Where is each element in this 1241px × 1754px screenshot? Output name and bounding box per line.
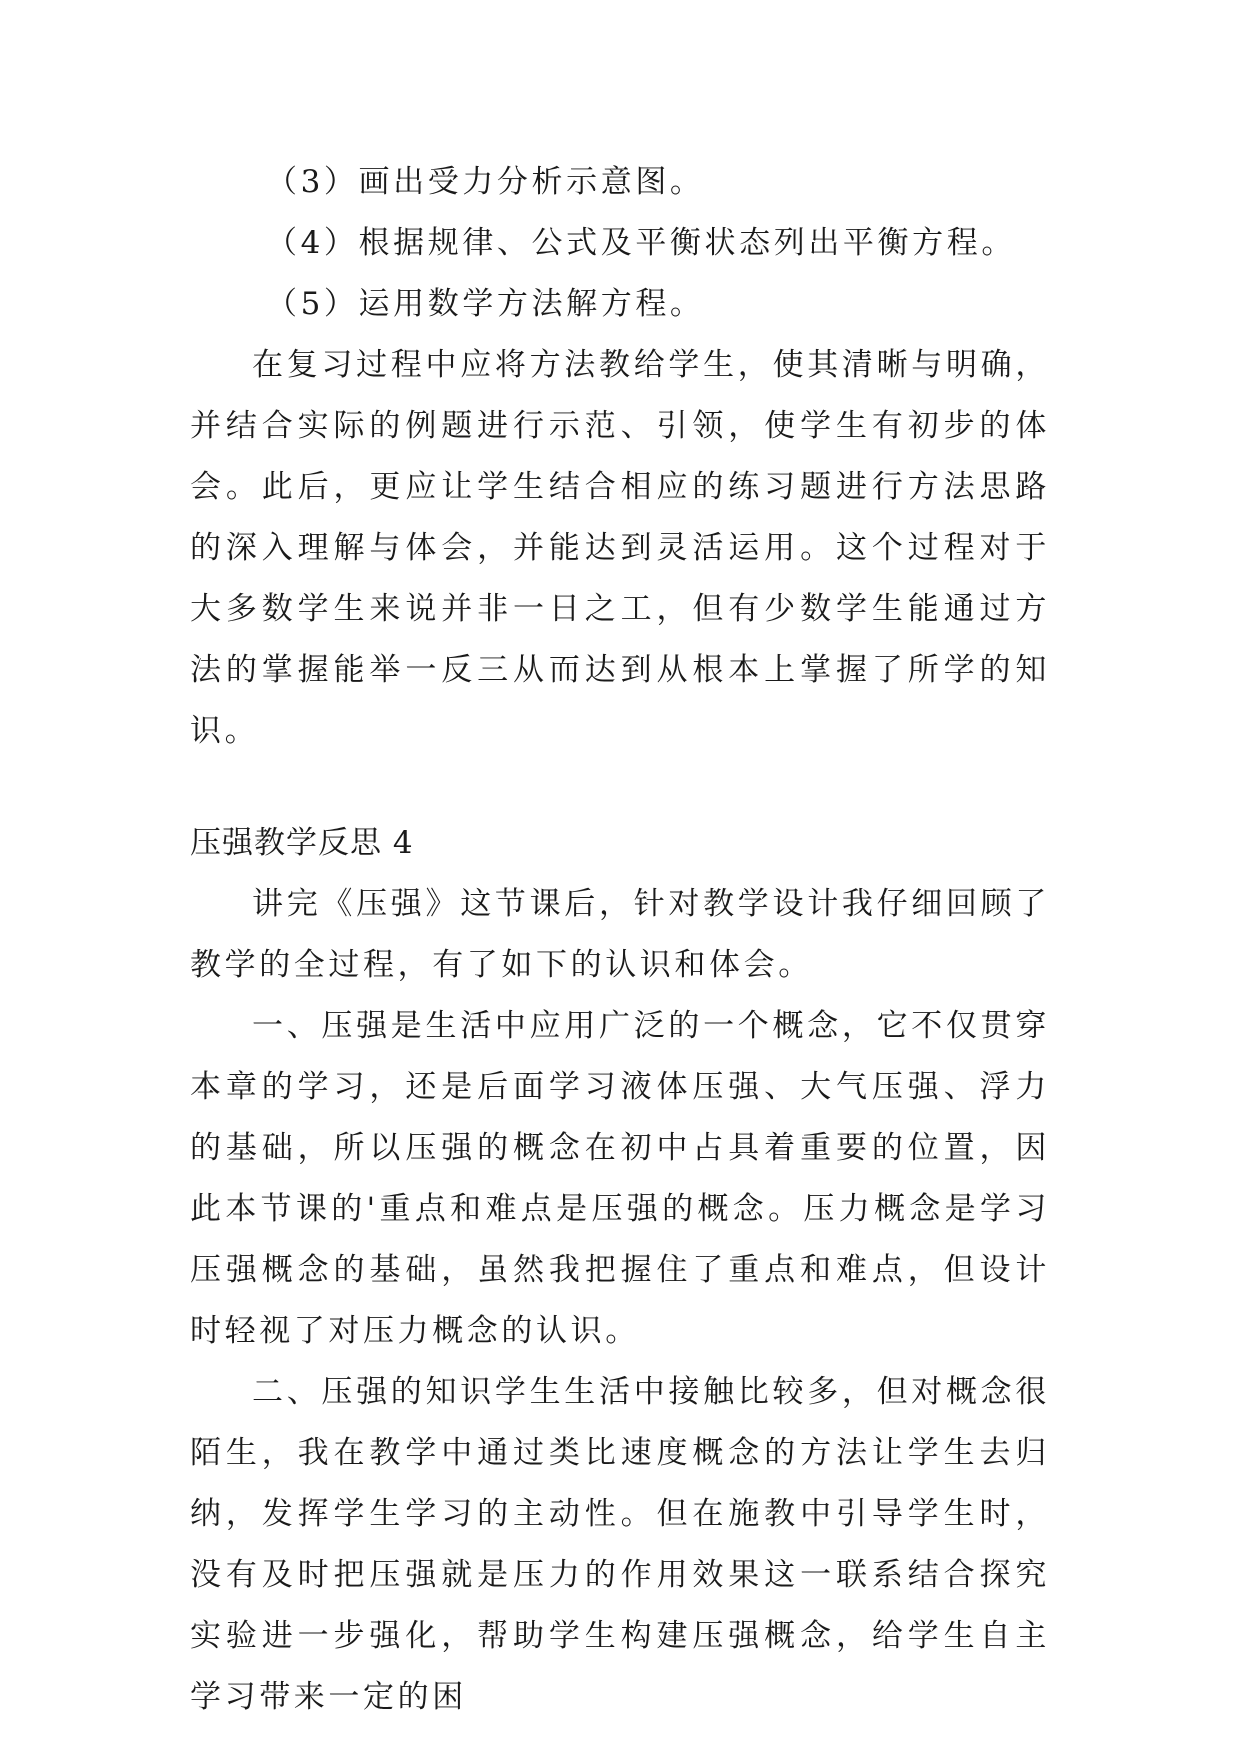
paragraph-intro: 讲完《压强》这节课后，针对教学设计我仔细回顾了教学的全过程，有了如下的认识和体会。	[190, 886, 1050, 983]
list-item-3: （3）画出受力分析示意图。	[266, 164, 705, 200]
paragraph-point-one: 一、压强是生活中应用广泛的一个概念，它不仅贯穿本章的学习，还是后面学习液体压强、大气压强、浮力的基础，所以压强的概念在初中占具着重要的位置，因此本节课的'重点和难点是压强的概念。压力概念是学习压强概念的基础，虽然我把握住了重点和难点，但设计时轻视了对压力概念的认识。	[190, 1008, 1050, 1349]
document-body	[190, 152, 1050, 1728]
paragraph-review-method: 在复习过程中应将方法教给学生，使其清晰与明确，并结合实际的例题进行示范、引领，使学生有初步的体会。此后，更应让学生结合相应的练习题进行方法思路的深入理解与体会，并能达到灵活运用。这个过程对于大多数学生来说并非一日之工，但有少数学生能通过方法的掌握能举一反三从而达到从根本上掌握了所学的知识。	[190, 347, 1050, 749]
paragraph-point-two: 二、压强的知识学生生活中接触比较多，但对概念很陌生，我在教学中通过类比速度概念的方法让学生去归纳，发挥学生学习的主动性。但在施教中引导学生时，没有及时把压强就是压力的作用效果这一联系结合探究实验进一步强化，帮助学生构建压强概念，给学生自主学习带来一定的困	[190, 1374, 1050, 1715]
list-item-4: （4）根据规律、公式及平衡状态列出平衡方程。	[266, 225, 1016, 261]
section-title: 压强教学反思 4	[190, 825, 414, 861]
list-item-5: （5）运用数学方法解方程。	[266, 286, 705, 322]
